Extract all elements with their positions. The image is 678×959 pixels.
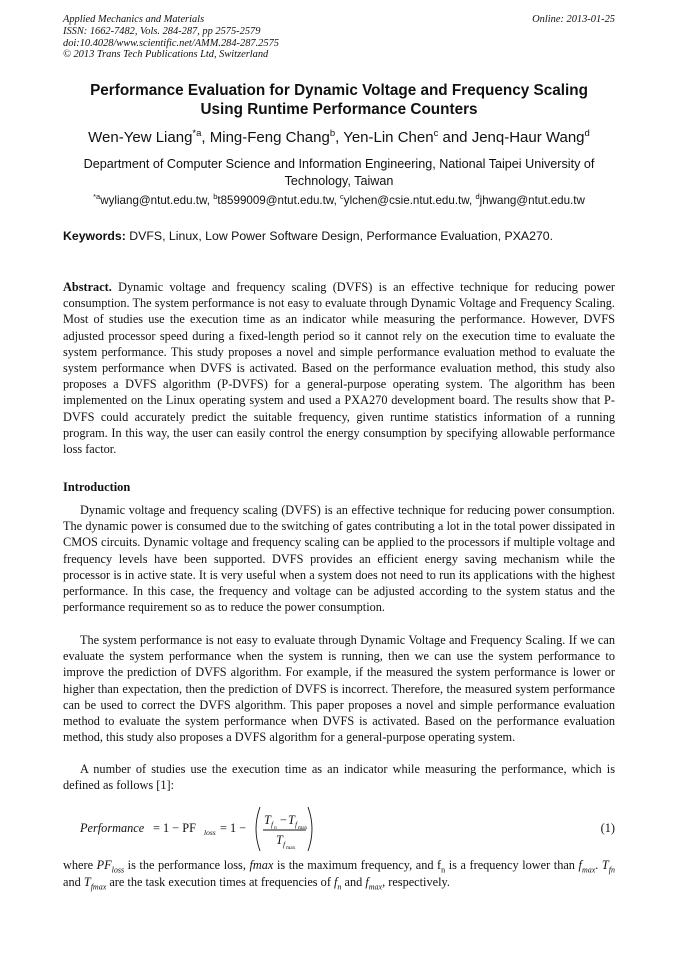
author: Ming-Feng Chang$^b$, — [209, 128, 344, 146]
email: $^d$jhwang@ntut.edu.tw — [475, 192, 585, 207]
abstract-label: Abstract. — [63, 280, 112, 294]
numerator-max-sub: max — [298, 825, 308, 831]
abstract — [63, 279, 615, 457]
paper-title — [63, 82, 615, 119]
title-line-1: Performance Evaluation for Dynamic Voltage and Frequency Scaling — [90, 82, 588, 99]
denominator-max-sub: max — [286, 845, 296, 851]
email: $^{*a}$wyliang@ntut.edu.tw, — [93, 192, 214, 207]
equation-number: (1) — [600, 821, 615, 835]
formula-lhs: Performance — [80, 821, 145, 835]
doi-line: doi:10.4028/www.scientific.net/AMM.284-287.2575 — [63, 37, 279, 49]
equation-1 — [63, 801, 615, 857]
performance-formula — [80, 801, 340, 857]
formula-one-minus: = 1 − — [220, 821, 247, 835]
formula-pf: = 1 − PF — [153, 821, 196, 835]
keywords-text: DVFS, Linux, Low Power Software Design, Performance Evaluation, PXA270. — [125, 229, 554, 243]
journal-info — [63, 14, 279, 61]
author-list — [50, 129, 628, 147]
author: Wen-Yew Liang$^{*a}$, — [88, 128, 210, 146]
title-line-2: Using Runtime Performance Counters — [200, 100, 478, 118]
denominator-fmax-sub: f — [283, 840, 286, 849]
numerator-fn-sub: f — [271, 820, 274, 829]
online-date: Online: 2013-01-25 — [532, 14, 615, 25]
email: $^b$t8599009@ntut.edu.tw, — [213, 192, 341, 207]
equation-explanation: where $PF_{loss}$ is the performance loss, fmax is the maximum frequency, and $f_n$ is a frequency lower than $f_{max}$. $T_{fn}$ and $T_{fmax}$ are the task execution times at frequencies of $f_n$ and $f_{max}$, respectively. — [63, 858, 615, 892]
author: Yen-Lin Chen$^c$ and — [343, 128, 472, 146]
left-paren — [256, 807, 260, 851]
keywords — [63, 229, 615, 244]
numerator-T-fmax: T — [288, 813, 295, 827]
denominator-T-fmax: T — [276, 833, 283, 847]
intro-paragraph-2: The system performance is not easy to evaluate through Dynamic Voltage and Frequency Scaling. If we can evaluate the system performance when the system is running, then we can use the system performance to improve the prediction of DVFS algorithm. For example, if the measured the system performance is lower or higher than expectation, then the prediction of DVFS is incorrect. Therefore, the measured system performance can be used to correct the DVFS algorithm. This paper proposes a novel and simple performance evaluation method to evaluate the system performance when DVFS is activated. Based on the performance evaluation method, this study also proposes a DVFS algorithm for a general-purpose operating system. — [63, 633, 615, 745]
email: $^c$ylchen@csie.ntut.edu.tw, — [340, 192, 476, 207]
section-heading-introduction: Introduction — [63, 480, 131, 494]
email-list — [50, 193, 628, 208]
intro-paragraph-1: Dynamic voltage and frequency scaling (DVFS) is an effective technique for reducing power consumption. The dynamic power is consumed due to the switching of gates contributing a lot in the total power dissipated in CMOS circuits. Dynamic voltage and frequency scaling can be applied to the processors if multiple voltage and frequency levels have been supported. DVFS provides an efficient energy saving mechanism while the processor is in active state. It is very useful when a system does not need to run its applications with the highest performance. In this case, the frequency and voltage can be adjusted according to the system status and the performance requirement so as to reduce the power consumption. — [63, 503, 615, 615]
author: Jenq-Haur Wang$^d$ — [471, 128, 590, 146]
journal-name: Applied Mechanics and Materials — [63, 14, 205, 25]
formula-sub-loss: loss — [204, 828, 216, 837]
numerator-fmax-sub: f — [295, 820, 298, 829]
right-paren — [308, 807, 312, 851]
abstract-text: Dynamic voltage and frequency scaling (DVFS) is an effective technique for reducing power consumption. The system performance is not easy to evaluate through Dynamic Voltage and Frequency Scaling. Most of studies use the execution time as an indicator while measuring the performance. However, DVFS adjusted processor speed during a fixed-length period so it cannot rely on the execution time to evaluate the system performance. This study proposes a novel and simple performance evaluation method to evaluate the system performance when DVFS is activated. Based on the performance evaluation method, this study also proposes a DVFS algorithm (P-DVFS) for a general-purpose operating system. The algorithm has been implemented on the Linux operating system and used a PXA270 development board. The results show that P-DVFS could accurately predict the suitable frequency, given runtime statistics information of a running program. In this way, the user can easily control the energy consumption by specifying allowable performance loss factor. — [63, 280, 615, 457]
affiliation: Department of Computer Science and Information Engineering, National Taipei University of Technology, Taiwan — [83, 157, 595, 188]
numerator-T-fn: T — [264, 813, 271, 827]
numerator-minus: − — [280, 813, 287, 827]
keywords-label: Keywords: — [63, 229, 126, 243]
copyright-line: © 2013 Trans Tech Publications Ltd, Switzerland — [63, 49, 269, 61]
numerator-n-sub: n — [274, 825, 277, 831]
intro-paragraph-3: A number of studies use the execution time as an indicator while measuring the performance, which is defined as follows [1]: — [63, 762, 615, 793]
issn-line: ISSN: 1662-7482, Vols. 284-287, pp 2575-2579 — [63, 25, 261, 37]
